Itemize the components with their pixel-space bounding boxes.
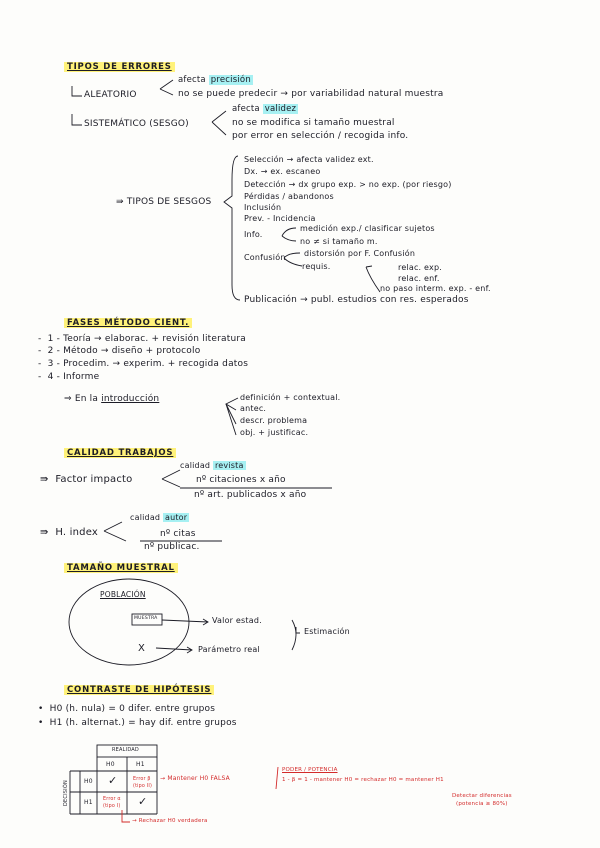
intro-label: ⇒ En la introducción [64,394,160,404]
row-h1: H1 [84,799,93,806]
poblacion-label: POBLACIÓN [100,590,146,599]
sesgo-perdidas: Pérdidas / abandonos [244,192,334,201]
aleatorio-label: ALEATORIO [84,90,137,100]
poder-label: PODER / POTENCIA [282,767,338,773]
bracket-sistematico [212,111,226,135]
col-h1: H1 [136,761,145,768]
no-predecir: no se puede predecir → por variabilidad natural muestra [178,89,444,99]
sesgo-seleccion: Selección → afecta validez ext. [244,155,374,164]
requis-exp: relac. exp. [398,263,442,272]
valor-estad: Valor estad. [212,616,262,625]
red-arrow-alpha [122,810,130,822]
info-medicion: medición exp./ clasificar sujetos [300,224,435,233]
factor-impacto-label: ⇛ Factor impacto [40,474,133,485]
fase-3: - 3 - Procedim. → experim. + recogida datos [38,359,249,369]
bracket-confusion [284,253,302,266]
estimacion-label: Estimación [304,627,350,636]
sistematico-label: SISTEMÁTICO (SESGO) [84,119,189,129]
detectar-diferencias: Detectar diferencias [452,793,512,799]
sesgo-prev: Prev. - Incidencia [244,214,316,223]
sesgo-publicacion: Publicación → publ. estudios con res. esperados [244,295,469,305]
section-title-fases: FASES MÉTODO CIENT. [64,318,192,328]
parametro-real: Parámetro real [198,645,260,654]
poder-formula: 1 - β = 1 - mantener H0 = rechazar H0 = mantener H1 [282,777,444,783]
brace-intro [226,398,238,435]
sesgo-confusion: Confusión [244,253,286,262]
muestra-label: MUESTRA [134,616,158,621]
arrow-aleatorio [72,86,82,96]
requis-enf: relac. enf. [398,274,440,283]
row-h0: H0 [84,778,93,785]
mantener-h0-falsa: → Mantener H0 FALSA [160,775,230,782]
fi-numerador: nº citaciones x año [196,475,286,485]
col-h0: H0 [106,761,115,768]
calidad-revista: calidad revista [180,461,244,470]
sesgo-info: Info. [244,230,263,239]
sesgo-deteccion: Detección → dx grupo exp. > no exp. (por riesgo) [244,180,452,189]
error-seleccion: por error en selección / recogida info. [232,131,409,141]
bracket-aleatorio [160,80,173,95]
rechazar-h0-verdadera: → Rechazar H0 verdadera [132,818,208,824]
red-divider [276,767,278,789]
sesgo-inclusion: Inclusión [244,203,282,212]
confusion-requis: requis. [302,262,331,271]
h-index-label: ⇛ H. index [40,527,99,538]
check-h1-h1: ✓ [138,795,148,808]
requis-paso: no paso interm. exp. - enf. [380,284,491,293]
fase-4: - 4 - Informe [38,372,100,382]
hi-denominador: nº publicac. [144,542,200,552]
intro-definicion: definición + contextual. [240,393,341,402]
bracket-info [282,228,296,241]
fase-2: - 2 - Método → diseño + protocolo [38,346,201,356]
section-title-tamano: TAMAÑO MUESTRAL [64,563,178,573]
brace-requis [366,266,380,292]
x-label: X [138,643,146,654]
bracket-fi [162,470,180,487]
no-modifica: no se modifica si tamaño muestral [232,118,395,128]
tipos-sesgos-label: ⇛ TIPOS DE SESGOS [116,197,212,207]
calidad-autor: calidad autor [130,513,188,522]
fi-denominador: nº art. publicados x año [194,490,307,500]
error-alpha: Error α [103,797,121,802]
error-alpha-tipo: (tipo I) [103,804,121,809]
hipotesis-nula: • H0 (h. nula) = 0 difer. entre grupos [38,704,216,714]
arrow-valor [162,619,208,625]
section-title-calidad: CALIDAD TRABAJOS [64,448,176,458]
intro-antec: antec. [240,404,267,413]
decision-label: DECISIÓN [63,780,69,806]
section-title-contraste: CONTRASTE DE HIPÓTESIS [64,685,214,695]
confusion-distorsion: distorsión por F. Confusión [304,249,416,258]
intro-objetivos: obj. + justificac. [240,428,309,437]
intro-problema: descr. problema [240,416,308,425]
brace-sesgos [224,156,240,300]
fase-1: - 1 - Teoría → elaborac. + revisión literatura [38,334,246,344]
afecta-validez: afecta validez [232,104,297,114]
info-tamano: no ≠ si tamaño m. [300,237,378,246]
hipotesis-alternativa: • H1 (h. alternat.) = hay dif. entre grupos [38,718,237,728]
bracket-estimacion [292,620,300,650]
table-realidad-label: REALIDAD [112,747,139,753]
hi-numerador: nº citas [160,529,196,539]
potencia-80: (potencia ≥ 80%) [456,801,508,807]
sesgo-dx: Dx. → ex. escaneo [244,167,321,176]
error-beta-tipo: (tipo II) [133,784,153,789]
bracket-hi [104,522,126,541]
section-title-tipos-errores: TIPOS DE ERRORES [64,62,175,72]
afecta-precision: afecta precisión [178,75,251,85]
check-h0-h0: ✓ [108,774,118,787]
error-beta: Error β [133,777,151,782]
arrow-sistematico [72,114,82,125]
